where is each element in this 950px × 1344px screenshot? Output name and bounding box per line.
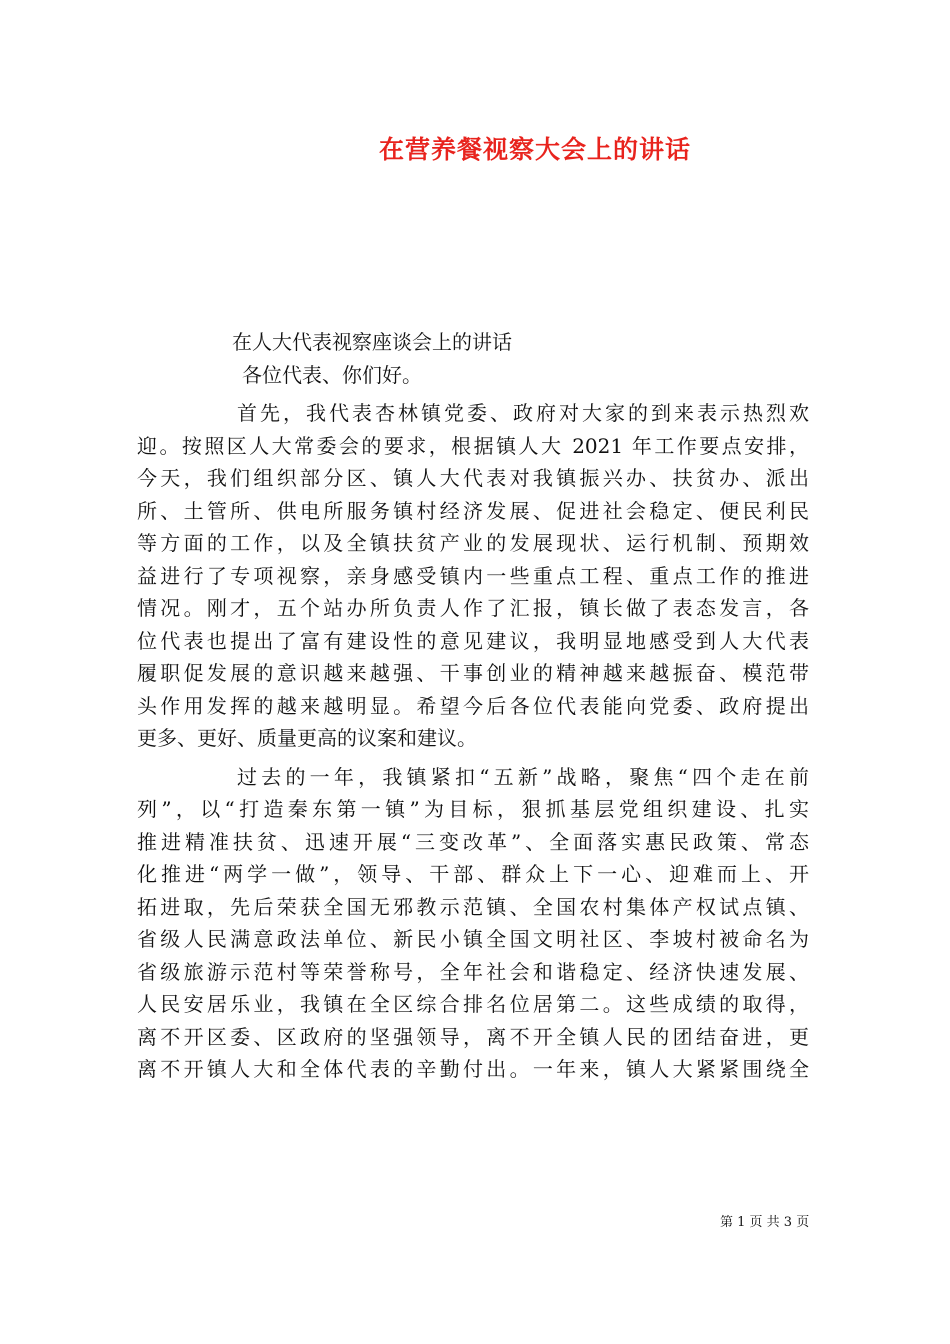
paragraph-line: 履职促发展的意识越来越强、干事创业的精神越来越振奋、模范带 [137,661,809,685]
paragraph-line: 列”，以“打造秦东第一镇”为目标，狠抓基层党组织建设、扎实 [137,797,809,821]
paragraph-line: 首先，我代表杏林镇党委、政府对大家的到来表示热烈欢 [237,401,809,425]
paragraph-line: 拓进取，先后荣获全国无邪教示范镇、全国农村集体产权试点镇、 [137,894,809,919]
paragraph-line: 位代表也提出了富有建设性的意见建议，我明显地感受到人大代表 [137,628,809,653]
document-title: 在营养餐视察大会上的讲话 [378,135,691,164]
paragraph-line: 省级旅游示范村等荣誉称号，全年社会和谐稳定、经济快速发展、 [137,959,809,984]
document-body [137,326,809,1086]
paragraph-line: 离不开镇人大和全体代表的辛勤付出。一年来，镇人大紧紧围绕全 [137,1057,809,1081]
paragraph-line: 省级人民满意政法单位、新民小镇全国文明社区、李坡村被命名为 [137,927,809,951]
paragraph-line: 今天，我们组织部分区、镇人大代表对我镇振兴办、扶贫办、派出 [137,466,809,490]
paragraph-line: 过去的一年，我镇紧扣“五新”战略，聚焦“四个走在前 [237,764,809,789]
paragraph-2 [137,761,809,1086]
paragraph-line: 益进行了专项视察，亲身感受镇内一些重点工程、重点工作的推进 [137,563,809,588]
paragraph-line: 情况。刚才，五个站办所负责人作了汇报，镇长做了表态发言，各 [137,596,809,620]
paragraph-line: 等方面的工作，以及全镇扶贫产业的发展现状、运行机制、预期效 [137,531,809,555]
paragraph-line: 所、土管所、供电所服务镇村经济发展、促进社会稳定、便民利民 [137,498,809,523]
greeting-line: 各位代表、你们好。 [242,362,422,387]
page-number-footer: 第 1 页 共 3 页 [720,1215,810,1230]
paragraph-line: 头作用发挥的越来越明显。希望今后各位代表能向党委、政府提出 [137,693,809,718]
paragraph-line: 迎。按照区人大常委会的要求，根据镇人大 2021 年工作要点安排， [137,433,809,458]
paragraph-line: 化推进“两学一做”，领导、干部、群众上下一心、迎难而上、开 [137,862,809,886]
paragraph-1 [137,397,809,755]
paragraph-line: 离不开区委、区政府的坚强领导，离不开全镇人民的团结奋进，更 [137,1024,809,1049]
speech-subtitle: 在人大代表视察座谈会上的讲话 [232,330,512,354]
paragraph-line: 人民安居乐业，我镇在全区综合排名位居第二。这些成绩的取得， [137,992,809,1016]
paragraph-line: 推进精准扶贫、迅速开展“三变改革”、全面落实惠民政策、常态 [137,829,809,854]
paragraph-line: 更多、更好、质量更高的议案和建议。 [137,726,477,750]
